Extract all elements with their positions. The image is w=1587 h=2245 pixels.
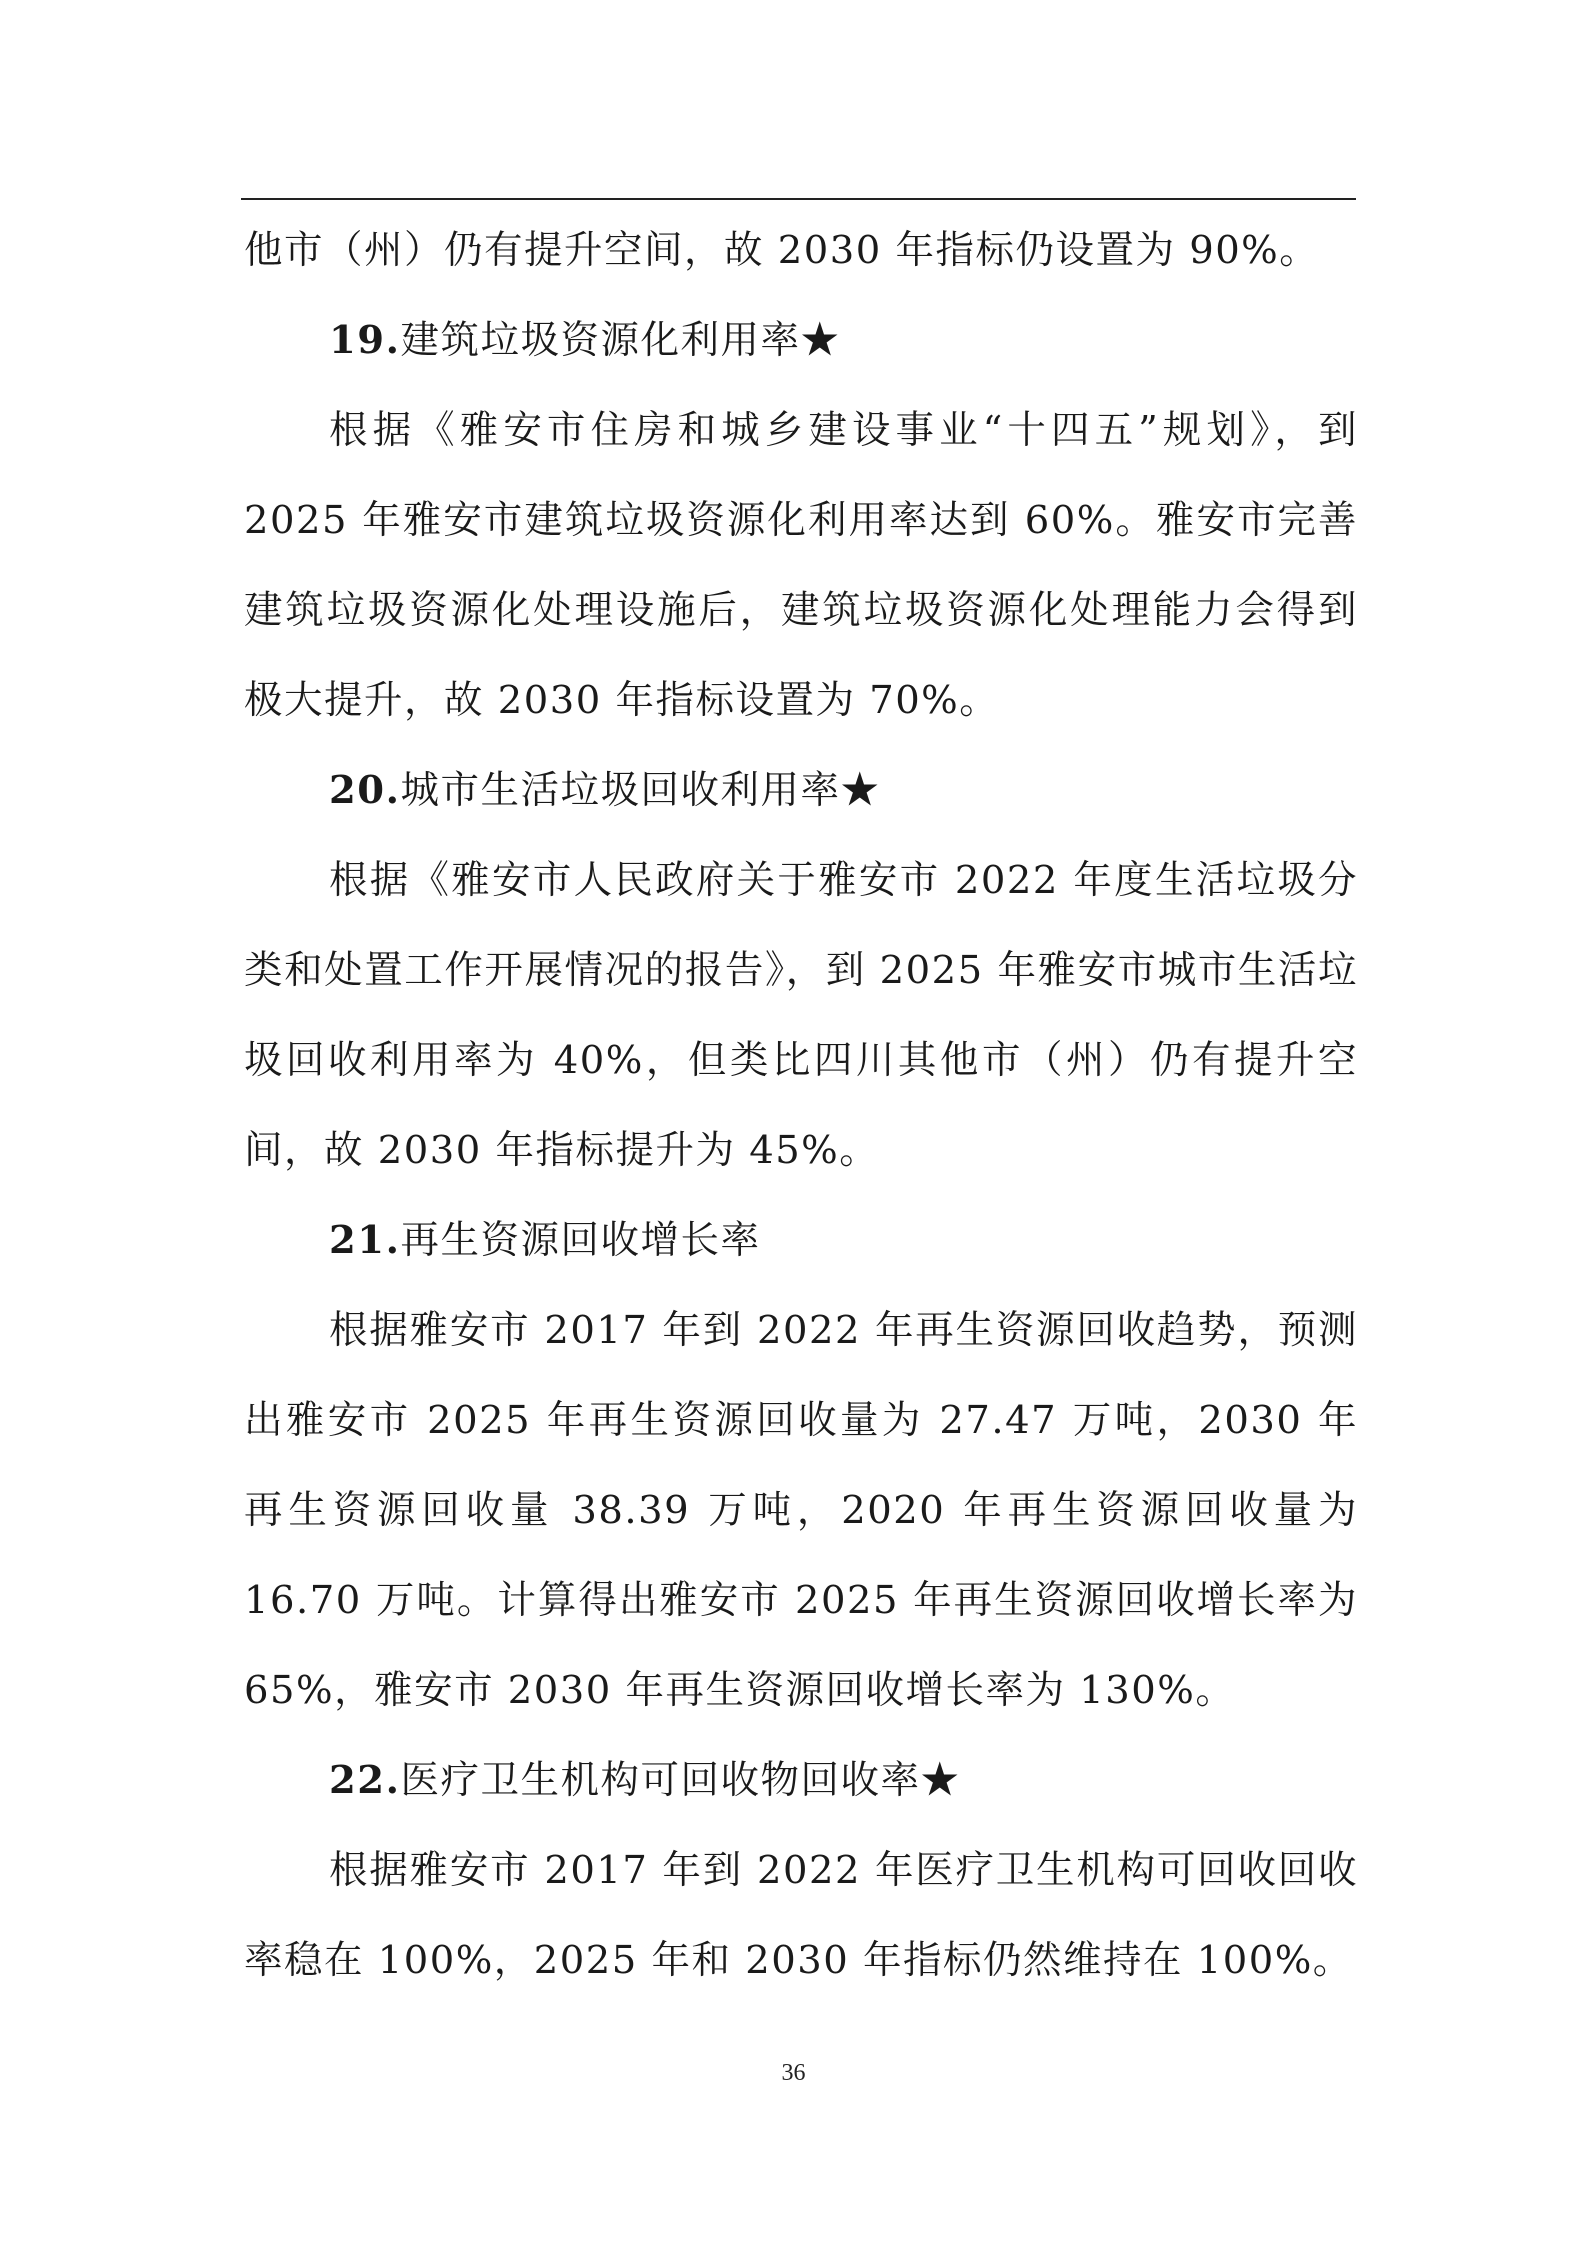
- section-title: 医疗卫生机构可回收物回收率★: [400, 1758, 961, 1803]
- document-body: [244, 206, 1358, 2006]
- paragraph-household-waste: 根据《雅安市人民政府关于雅安市 2022 年度生活垃圾分类和处置工作开展情况的报告》，到 2025 年雅安市城市生活垃圾回收利用率为 40%，但类比四川其他市（州）仍有提升空间，故 2030 年指标提升为 45%。: [244, 858, 1358, 1173]
- section-number: 20.: [329, 768, 401, 813]
- section-title: 城市生活垃圾回收利用率★: [400, 768, 881, 813]
- section-heading-19: [244, 296, 1358, 386]
- section-heading-22: [244, 1736, 1358, 1826]
- page-number: 36: [781, 2060, 806, 2086]
- section-number: 21.: [329, 1218, 401, 1263]
- paragraph-continuation: 他市（州）仍有提升空间，故 2030 年指标仍设置为 90%。: [244, 228, 1320, 273]
- paragraph-construction-waste: 根据《雅安市住房和城乡建设事业“十四五”规划》，到 2025 年雅安市建筑垃圾资源化利用率达到 60%。雅安市完善建筑垃圾资源化处理设施后，建筑垃圾资源化处理能力会得到极大提升，故 2030 年指标设置为 70%。: [244, 408, 1358, 723]
- header-rule: [241, 198, 1356, 200]
- section-number: 19.: [329, 318, 401, 363]
- section-heading-21: [244, 1196, 1358, 1286]
- paragraph-medical-recyclables: 根据雅安市 2017 年到 2022 年医疗卫生机构可回收回收率稳在 100%，2025 年和 2030 年指标仍然维持在 100%。: [244, 1848, 1358, 1983]
- section-title: 建筑垃圾资源化利用率★: [400, 318, 841, 363]
- section-heading-20: [244, 746, 1358, 836]
- section-title: 再生资源回收增长率: [400, 1218, 761, 1263]
- section-number: 22.: [329, 1758, 401, 1803]
- paragraph-renewable-resources: 根据雅安市 2017 年到 2022 年再生资源回收趋势，预测出雅安市 2025 年再生资源回收量为 27.47 万吨，2030 年再生资源回收量 38.39 万吨，2020 年再生资源回收量为 16.70 万吨。计算得出雅安市 2025 年再生资源回收增长率为 65%，雅安市 2030 年再生资源回收增长率为 130%。: [244, 1308, 1358, 1713]
